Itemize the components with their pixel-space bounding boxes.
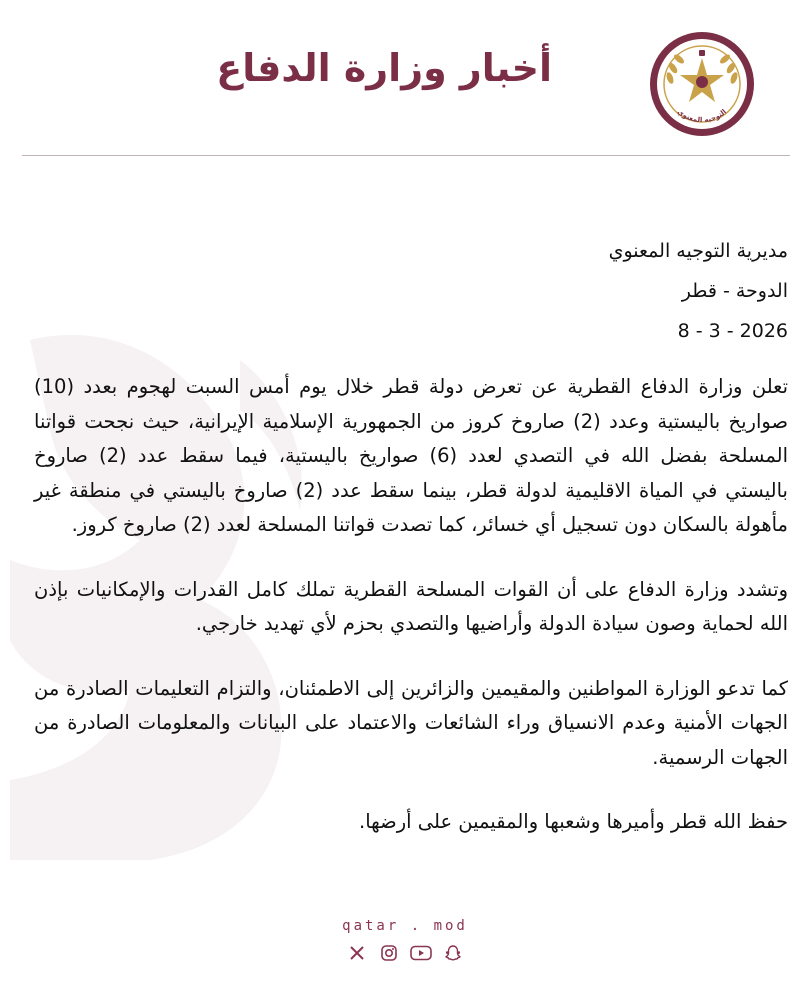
directorate-name: مديرية التوجيه المعنوي [608,240,788,262]
paragraph-public-call: كما تدعو الوزارة المواطنين والمقيمين والزائرين إلى الاطمئنان، والتزام التعليمات الصادرة من الجهات الأمنية وعدم الانسياق وراء الشائعات والاعتماد على البيانات والمعلومات الصادرة من الجهات الرسمية. [34,676,788,769]
paragraph-attack-report: تعلن وزارة الدفاع القطرية عن تعرض دولة قطر خلال يوم أمس السبت لهجوم بعدد (10) صواريخ باليستية وعدد (2) صاروخ كروز من الجمهورية الإسلامية الإيرانية، حيث نجحت قواتنا المسلحة بفضل الله في التصدي لعدد (6) صواريخ باليستية، فيما سقط عدد (2) صاروخ باليستي في المياة الاقليمية لدولة قطر، بينما سقط عدد (2) صاروخ باليستي في منطقة غير مأهولة بالسكان دون تسجيل أي خسائر، كما تصدت قواتنا المسلحة لعدد (2) صاروخ كروز. [34,375,789,536]
page-title: أخبار وزارة الدفاع [216,46,552,90]
release-date: 8 - 3 - 2026 [677,320,788,342]
issuer-block [609,238,788,358]
header-divider [22,155,790,156]
statement-body [34,370,788,870]
social-handle: qatar . mod [342,918,468,934]
location: الدوحة - قطر [681,280,788,302]
x-icon[interactable] [345,942,369,964]
instagram-icon[interactable] [377,942,401,964]
social-icons [330,942,480,964]
emblem-caption: التوجيه المعنوي [675,107,729,125]
ministry-emblem-icon [648,30,756,138]
paragraph-capabilities: وتشدد وزارة الدفاع على أن القوات المسلحة القطرية تملك كامل القدرات والإمكانيات بإذن الله لحماية وصون سيادة الدولة وأراضيها والتصدي بحزم لأي تهديد خارجي. [34,577,788,635]
snapchat-icon[interactable] [441,942,465,964]
page-header [0,0,810,160]
social-footer [330,918,480,964]
youtube-icon[interactable] [409,942,433,964]
paragraph-closing-prayer: حفظ الله قطر وأميرها وشعبها والمقيمين على أرضها. [359,810,788,833]
